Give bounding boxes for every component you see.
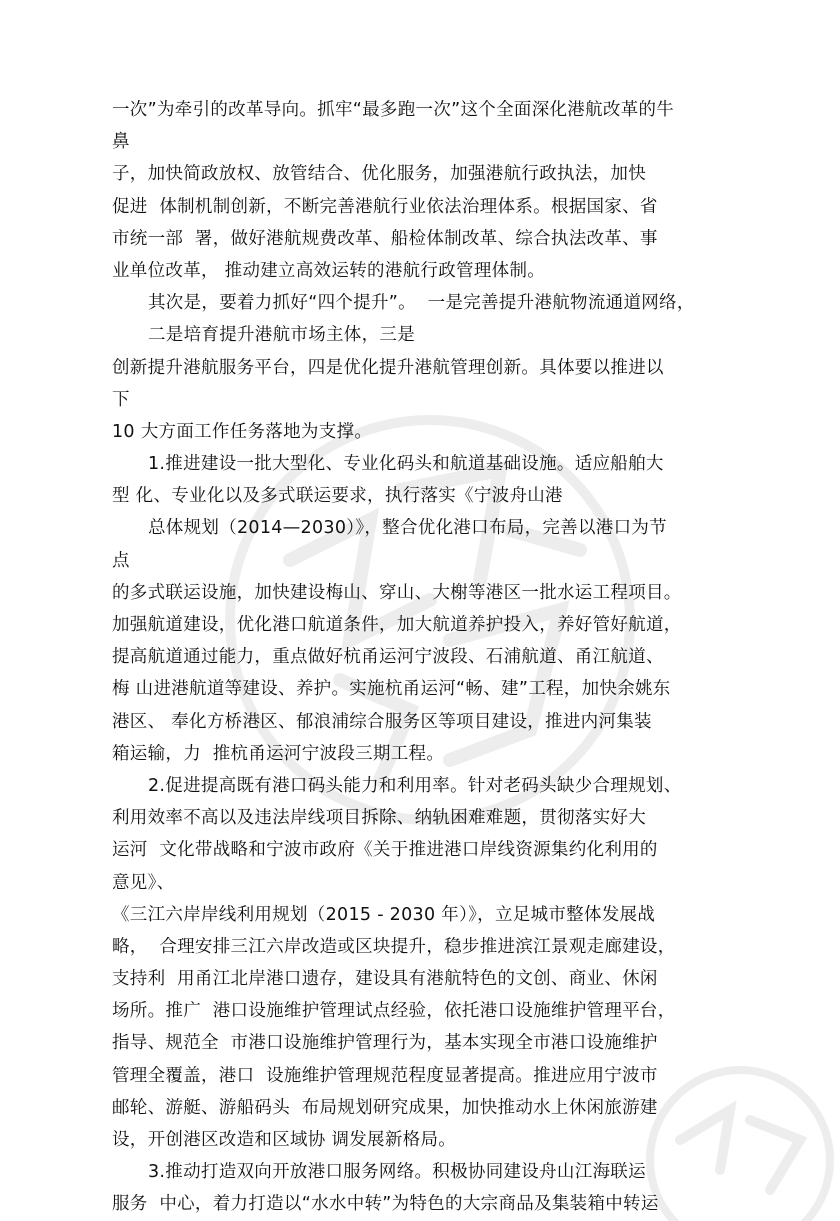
text-line: 二是培育提升港航市场主体，三是 <box>148 325 415 346</box>
text-line: 场所。推广 港口设施维护管理试点经验，依托港口设施维护管理平台， <box>112 1001 676 1022</box>
text-line: 业单位改革， 推动建立高效运转的港航行政管理体制。 <box>112 260 546 281</box>
text-line: 略， 合理安排三江六岸改造或区块提升，稳步推进滨江景观走廊建设， <box>112 936 676 957</box>
text-line: 鼻 <box>112 132 130 153</box>
text-line: 服务 中心，着力打造以“水水中转”为特色的大宗商品及集装箱中转运 <box>112 1194 659 1215</box>
text-line: 促进 体制机制创新，不断完善港航行业依法治理体系。根据国家、省 <box>112 196 658 217</box>
text-line: 下 <box>112 389 130 410</box>
text-line: 《三江六岸岸线利用规划（2015 - 2030 年）》，立足城市整体发展战 <box>112 904 656 925</box>
text-line: 型 化、专业化以及多式联运要求，执行落实《宁波舟山港 <box>112 486 563 507</box>
text-line: 指导、规范全 市港口设施维护管理行为，基本实现全市港口设施维护 <box>112 1033 658 1054</box>
text-line: 支持利 用甬江北岸港口遗存，建设具有港航特色的文创、商业、休闲 <box>112 969 658 990</box>
text-line: 其次是，要着力抓好“四个提升”。 一是完善提升港航物流通道网络， <box>148 293 695 314</box>
text-line: 利用效率不高以及违法岸线项目拆除、纳轨困难难题，贯彻落实好大 <box>112 808 646 829</box>
text-line: 点 <box>112 550 130 571</box>
text-line: 设，开创港区改造和区域协 调发展新格局。 <box>112 1130 457 1150</box>
text-line: 总体规划（2014—2030）》，整合优化港口布局，完善以港口为节 <box>148 518 667 539</box>
text-line: 加强航道建设，优化港口航道条件，加大航道养护投入，养好管好航道， <box>112 615 682 635</box>
text-line: 子，加快简政放权、放管结合、优化服务，加强港航行政执法，加快 <box>112 164 646 185</box>
text-line: 运河 文化带战略和宁波市政府《关于推进港口岸线资源集约化利用的 <box>112 840 658 861</box>
body-text <box>112 94 752 1221</box>
text-line: 邮轮、游艇、游船码头 布局规划研究成果，加快推动水上休闲旅游建 <box>112 1097 658 1118</box>
text-line: 一次”为牵引的改革导向。抓牢“最多跑一次”这个全面深化港航改革的牛 <box>112 100 675 120</box>
text-line: 的多式联运设施，加快建设梅山、穿山、大榭等港区一批水运工程项目。 <box>112 582 682 603</box>
text-line: 港区、 奉化方桥港区、郁浪浦综合服务区等项目建设，推进内河集装 <box>112 711 652 732</box>
text-line: 管理全覆盖，港口 设施维护管理规范程度显著提高。推进应用宁波市 <box>112 1065 658 1086</box>
text-line: 2.促进提高既有港口码头能力和利用率。针对老码头缺少合理规划、 <box>148 775 682 796</box>
text-line: 10 大方面工作任务落地为支撑。 <box>112 421 373 442</box>
text-line: 创新提升港航服务平台，四是优化提升港航管理创新。具体要以推进以 <box>112 357 664 378</box>
text-line: 1.推进建设一批大型化、专业化码头和航道基础设施。适应船舶大 <box>148 454 664 475</box>
text-line: 市统一部 署，做好港航规费改革、船检体制改革、综合执法改革、事 <box>112 228 658 249</box>
text-line: 3.推动打造双向开放港口服务网络。积极协同建设舟山江海联运 <box>148 1162 646 1183</box>
text-line: 提高航道通过能力，重点做好杭甬运河宁波段、石浦航道、甬江航道、 <box>112 647 664 668</box>
text-line: 意见》、 <box>112 872 175 893</box>
text-line: 梅 山进港航道等建设、养护。实施杭甬运河“畅、建”工程，加快余姚东 <box>112 679 671 700</box>
text-line: 箱运输，力 推杭甬运河宁波段三期工程。 <box>112 743 445 764</box>
